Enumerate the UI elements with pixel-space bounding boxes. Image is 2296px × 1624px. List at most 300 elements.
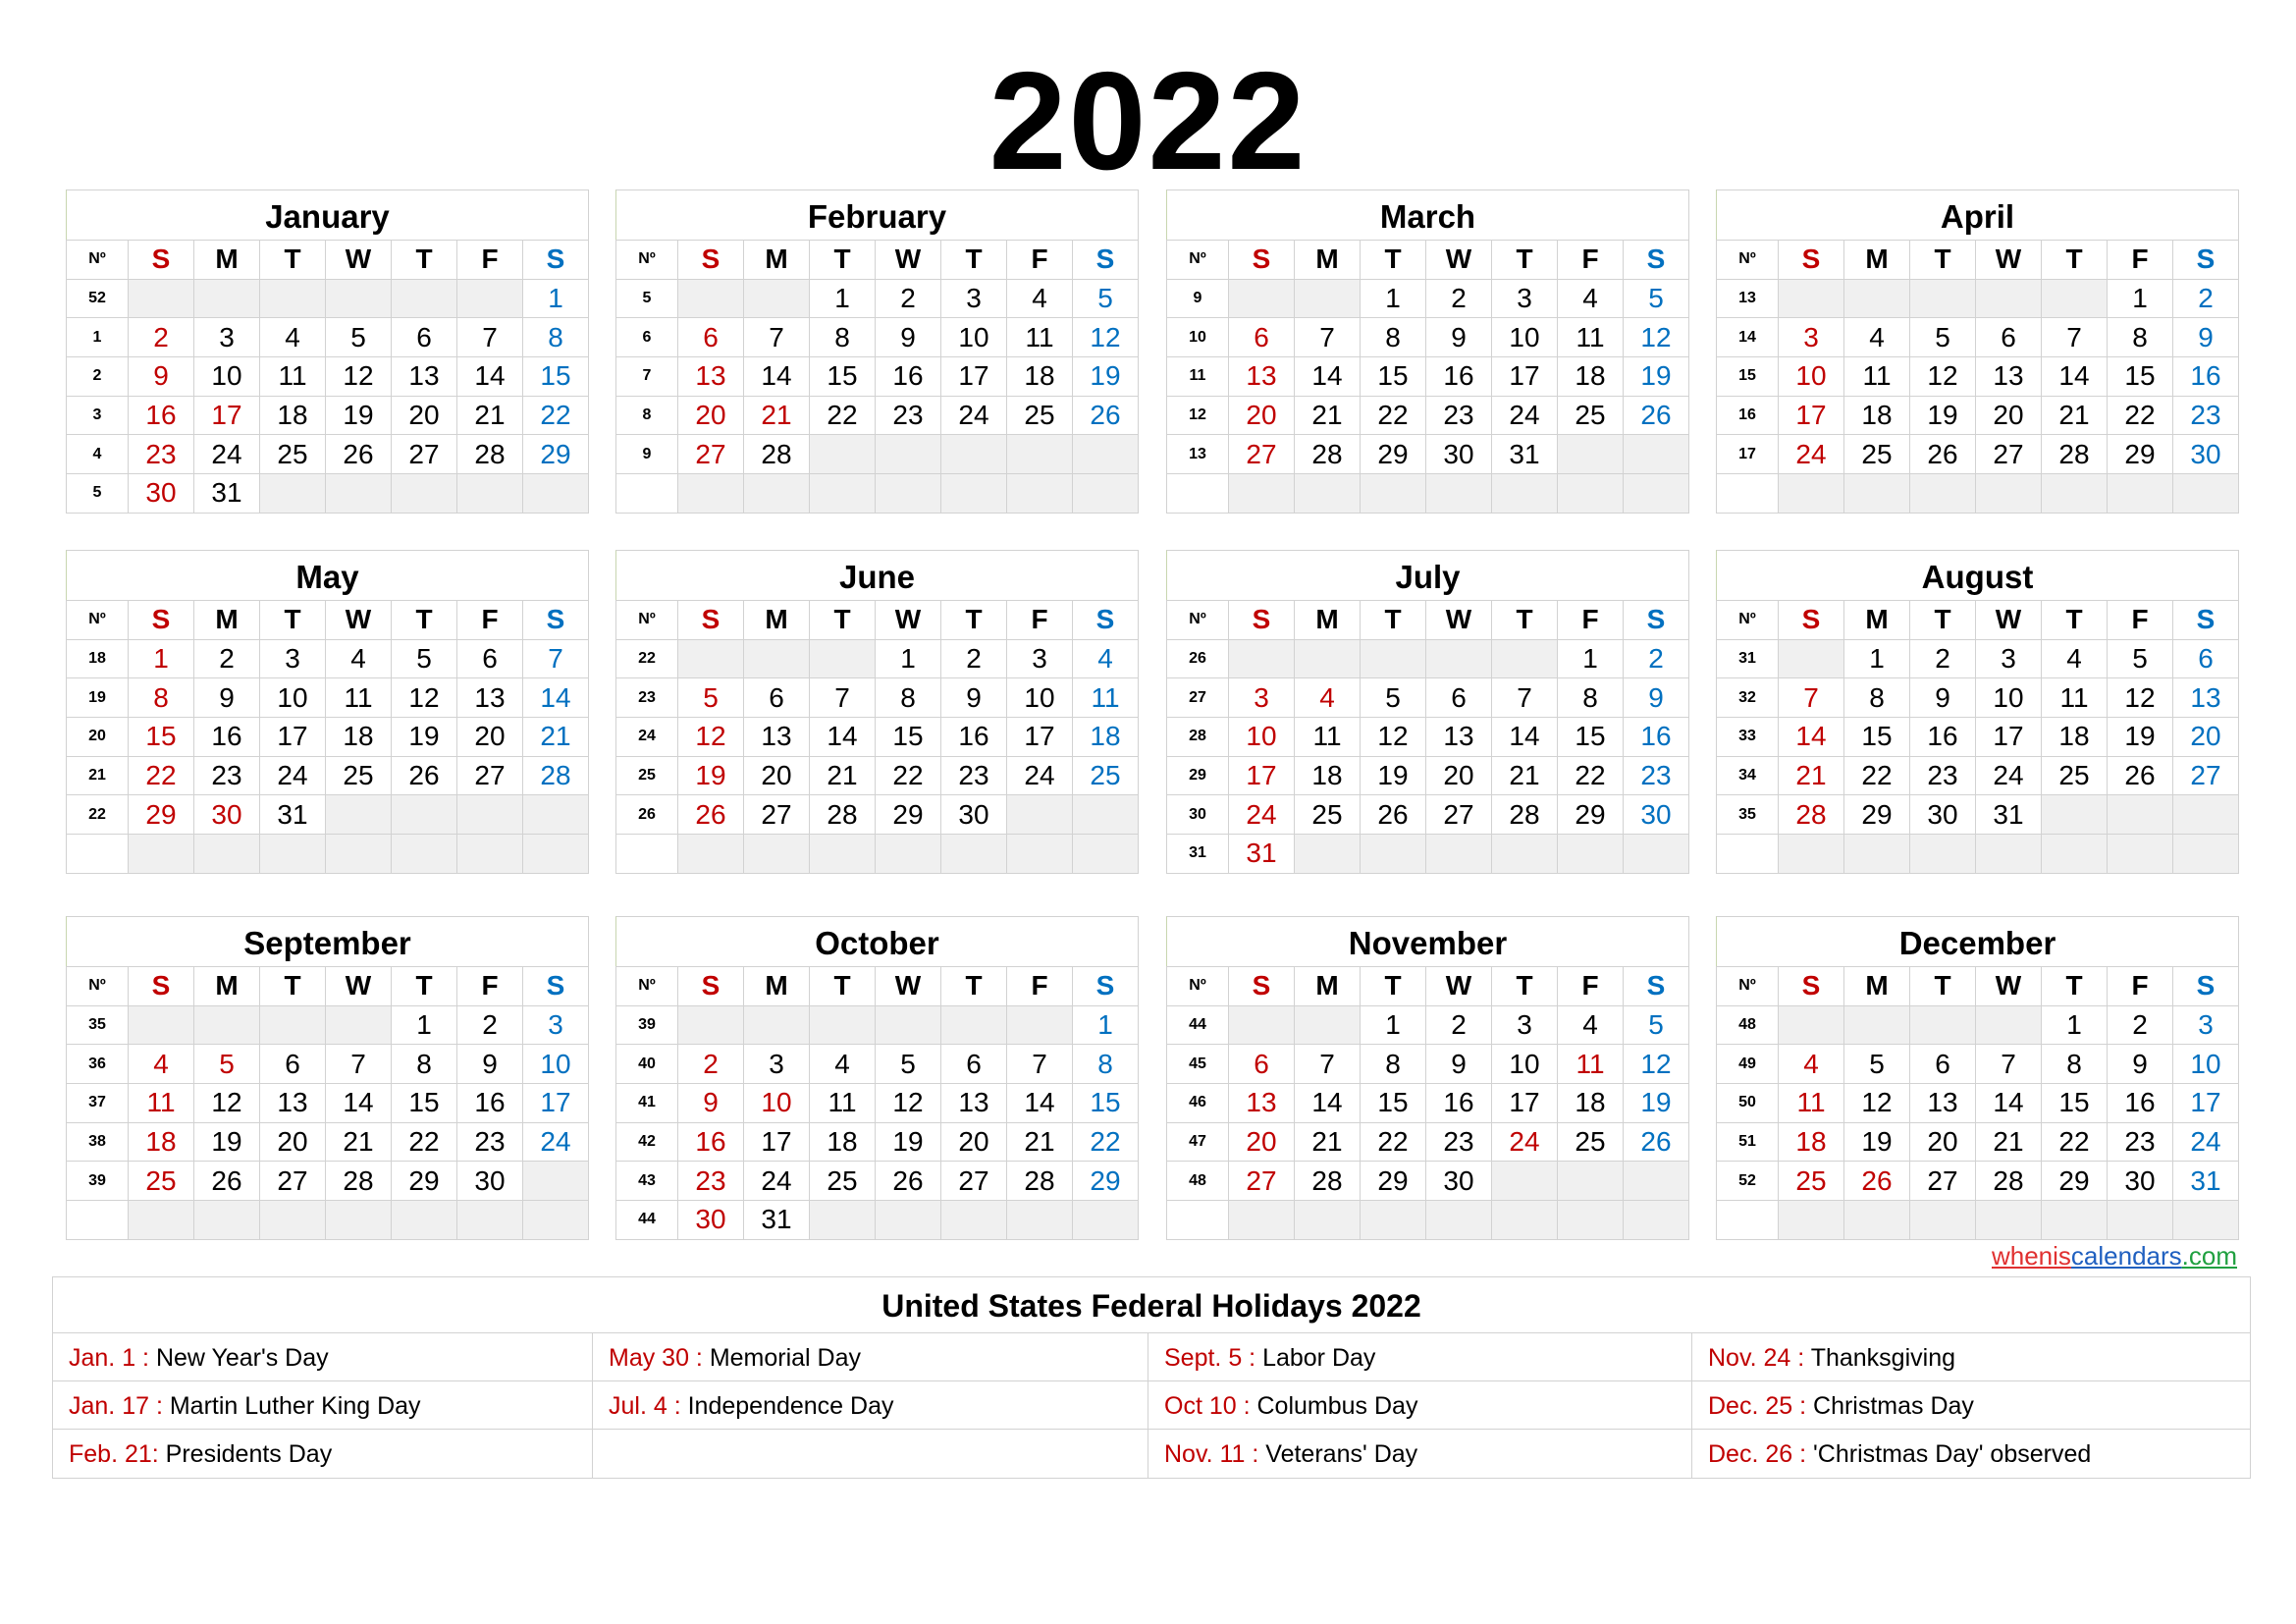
day-cell: 9: [941, 678, 1007, 718]
day-cell: 18: [129, 1122, 194, 1162]
week-row: [67, 318, 589, 357]
day-cell: 16: [1426, 1084, 1492, 1123]
month-grid: [1166, 240, 1689, 514]
day-cell: 16: [194, 718, 260, 757]
weekday-header: T: [1361, 241, 1426, 280]
day-cell: 25: [129, 1162, 194, 1201]
empty-day-cell: [1007, 435, 1073, 474]
day-cell: 24: [1229, 795, 1295, 835]
empty-day-cell: [744, 279, 810, 318]
day-cell: 15: [876, 718, 941, 757]
week-number-header: Nº: [1717, 601, 1779, 640]
empty-day-cell: [678, 639, 744, 678]
week-number: 26: [1167, 639, 1229, 678]
year-title: 2022: [988, 43, 1308, 199]
day-cell: 11: [1073, 678, 1139, 718]
day-cell: 24: [1779, 435, 1844, 474]
day-cell: 27: [744, 795, 810, 835]
day-cell: 30: [2108, 1162, 2173, 1201]
day-cell: 23: [678, 1162, 744, 1201]
day-cell: 10: [1976, 678, 2042, 718]
day-cell: 22: [876, 756, 941, 795]
day-cell: 1: [2108, 279, 2173, 318]
empty-day-cell: [1073, 835, 1139, 874]
day-cell: 28: [1295, 435, 1361, 474]
empty-day-cell: [1007, 1201, 1073, 1240]
week-number: 20: [67, 718, 129, 757]
day-cell: 17: [194, 396, 260, 435]
empty-day-cell: [194, 1201, 260, 1240]
day-cell: 15: [1844, 718, 1910, 757]
week-row: [616, 756, 1139, 795]
month-grid: [1166, 966, 1689, 1240]
day-cell: 3: [523, 1005, 589, 1045]
day-cell: 8: [523, 318, 589, 357]
brand-part-2: calendars: [2070, 1241, 2182, 1271]
week-number-header: Nº: [1717, 967, 1779, 1006]
month-title: August: [1716, 550, 2239, 600]
day-cell: 20: [941, 1122, 1007, 1162]
day-cell: 20: [392, 396, 457, 435]
day-cell: 22: [523, 396, 589, 435]
empty-day-cell: [941, 474, 1007, 514]
week-number-header: Nº: [67, 601, 129, 640]
day-cell: 26: [1844, 1162, 1910, 1201]
day-cell: 23: [2108, 1122, 2173, 1162]
week-number: 8: [616, 396, 678, 435]
holiday-item: [593, 1430, 1148, 1478]
week-number: 34: [1717, 756, 1779, 795]
week-number: 21: [67, 756, 129, 795]
day-cell: 1: [1073, 1005, 1139, 1045]
day-cell: 13: [678, 357, 744, 397]
day-cell: 17: [744, 1122, 810, 1162]
empty-day-cell: [941, 1201, 1007, 1240]
day-cell: 14: [1007, 1084, 1073, 1123]
empty-day-cell: [1361, 474, 1426, 514]
week-row: [1717, 1045, 2239, 1084]
weekday-header: T: [1361, 967, 1426, 1006]
day-cell: 19: [1910, 396, 1976, 435]
empty-day-cell: [129, 1201, 194, 1240]
day-cell: 2: [1426, 1005, 1492, 1045]
week-row: [616, 795, 1139, 835]
day-cell: 23: [876, 396, 941, 435]
day-cell: 26: [2108, 756, 2173, 795]
day-cell: 28: [744, 435, 810, 474]
weekday-header: T: [1910, 241, 1976, 280]
day-cell: 21: [1779, 756, 1844, 795]
day-cell: 19: [1624, 357, 1689, 397]
day-cell: 18: [1558, 1084, 1624, 1123]
empty-day-cell: [392, 474, 457, 514]
day-cell: 10: [523, 1045, 589, 1084]
empty-day-cell: [523, 474, 589, 514]
week-row: [1167, 1122, 1689, 1162]
weekday-header: T: [260, 967, 326, 1006]
day-cell: 14: [1779, 718, 1844, 757]
week-row: [1717, 718, 2239, 757]
weekday-header: T: [941, 967, 1007, 1006]
weekday-header: M: [1844, 967, 1910, 1006]
empty-day-cell: [1229, 639, 1295, 678]
weekday-header: M: [744, 601, 810, 640]
day-cell: 28: [1007, 1162, 1073, 1201]
day-cell: 8: [876, 678, 941, 718]
day-cell: 24: [1492, 396, 1558, 435]
day-cell: 11: [1779, 1084, 1844, 1123]
weekday-header: M: [1844, 601, 1910, 640]
day-cell: 11: [260, 357, 326, 397]
week-row: [67, 435, 589, 474]
day-cell: 25: [260, 435, 326, 474]
week-number: 41: [616, 1084, 678, 1123]
week-number: [616, 474, 678, 514]
week-row: [1167, 1084, 1689, 1123]
week-row: [67, 1162, 589, 1201]
empty-day-cell: [876, 835, 941, 874]
weekday-header: M: [194, 601, 260, 640]
holiday-name: 'Christmas Day' observed: [1806, 1440, 2092, 1468]
week-row: [616, 279, 1139, 318]
empty-day-cell: [392, 279, 457, 318]
day-cell: 8: [1361, 1045, 1426, 1084]
weekday-header: M: [1844, 241, 1910, 280]
week-row: [1717, 357, 2239, 397]
day-cell: 4: [1558, 1005, 1624, 1045]
day-cell: 12: [1624, 1045, 1689, 1084]
day-cell: 15: [2042, 1084, 2108, 1123]
empty-day-cell: [1426, 835, 1492, 874]
day-cell: 21: [810, 756, 876, 795]
day-cell: 15: [1361, 1084, 1426, 1123]
day-cell: 9: [2173, 318, 2239, 357]
week-number: 26: [616, 795, 678, 835]
week-number: 32: [1717, 678, 1779, 718]
empty-day-cell: [392, 835, 457, 874]
month-august: [1716, 550, 2239, 874]
week-number: 43: [616, 1162, 678, 1201]
weekday-header: S: [1229, 601, 1295, 640]
day-cell: 2: [1426, 279, 1492, 318]
month-grid: [1716, 966, 2239, 1240]
weekday-header-row: [67, 241, 589, 280]
holiday-item: [53, 1430, 593, 1478]
week-number: 14: [1717, 318, 1779, 357]
month-title: April: [1716, 189, 2239, 240]
weekday-header: T: [1492, 601, 1558, 640]
month-title: June: [615, 550, 1139, 600]
day-cell: 2: [129, 318, 194, 357]
day-cell: 25: [810, 1162, 876, 1201]
week-number: 16: [1717, 396, 1779, 435]
week-number: 25: [616, 756, 678, 795]
empty-day-cell: [1910, 835, 1976, 874]
weekday-header: F: [1007, 601, 1073, 640]
holiday-name: Columbus Day: [1250, 1392, 1418, 1420]
empty-day-cell: [326, 835, 392, 874]
week-number: 31: [1167, 835, 1229, 874]
empty-day-cell: [1361, 835, 1426, 874]
weekday-header: M: [744, 241, 810, 280]
empty-day-cell: [1492, 1201, 1558, 1240]
empty-day-cell: [392, 1201, 457, 1240]
empty-day-cell: [260, 474, 326, 514]
empty-day-cell: [2173, 835, 2239, 874]
month-june: [615, 550, 1139, 874]
day-cell: 26: [1624, 396, 1689, 435]
week-row: [616, 357, 1139, 397]
week-number: 39: [67, 1162, 129, 1201]
day-cell: 6: [941, 1045, 1007, 1084]
week-number: 35: [67, 1005, 129, 1045]
empty-day-cell: [1976, 1005, 2042, 1045]
weekday-header: W: [1426, 241, 1492, 280]
empty-day-cell: [1624, 1201, 1689, 1240]
day-cell: 28: [810, 795, 876, 835]
empty-day-cell: [1007, 474, 1073, 514]
day-cell: 25: [1844, 435, 1910, 474]
empty-day-cell: [1558, 835, 1624, 874]
holiday-item: [1692, 1333, 2250, 1381]
day-cell: 17: [1976, 718, 2042, 757]
holiday-date: Sept. 5 :: [1164, 1344, 1256, 1372]
week-number: 24: [616, 718, 678, 757]
month-december: [1716, 916, 2239, 1240]
week-number: 52: [67, 279, 129, 318]
week-number: 13: [1717, 279, 1779, 318]
day-cell: 28: [1295, 1162, 1361, 1201]
empty-day-cell: [1558, 474, 1624, 514]
day-cell: 8: [2108, 318, 2173, 357]
day-cell: 23: [457, 1122, 523, 1162]
week-number: 4: [67, 435, 129, 474]
day-cell: 9: [457, 1045, 523, 1084]
week-number: 1: [67, 318, 129, 357]
day-cell: 6: [457, 639, 523, 678]
week-row: [1717, 756, 2239, 795]
weekday-header-row: [616, 967, 1139, 1006]
week-number: 6: [616, 318, 678, 357]
week-number: 48: [1167, 1162, 1229, 1201]
week-number: 38: [67, 1122, 129, 1162]
day-cell: 29: [1073, 1162, 1139, 1201]
week-row: [1717, 474, 2239, 514]
day-cell: 27: [260, 1162, 326, 1201]
day-cell: 30: [457, 1162, 523, 1201]
weekday-header: S: [678, 601, 744, 640]
day-cell: 5: [1624, 279, 1689, 318]
day-cell: 13: [1229, 1084, 1295, 1123]
day-cell: 1: [876, 639, 941, 678]
day-cell: 29: [129, 795, 194, 835]
empty-day-cell: [129, 835, 194, 874]
weekday-header: S: [678, 241, 744, 280]
week-row: [616, 1201, 1139, 1240]
day-cell: 21: [326, 1122, 392, 1162]
holiday-name: Memorial Day: [702, 1344, 862, 1372]
empty-day-cell: [194, 279, 260, 318]
week-number: 52: [1717, 1162, 1779, 1201]
day-cell: 28: [2042, 435, 2108, 474]
day-cell: 23: [1910, 756, 1976, 795]
day-cell: 30: [2173, 435, 2239, 474]
day-cell: 7: [1295, 1045, 1361, 1084]
day-cell: 28: [1976, 1162, 2042, 1201]
week-number-header: Nº: [616, 241, 678, 280]
empty-day-cell: [326, 795, 392, 835]
empty-day-cell: [1229, 279, 1295, 318]
day-cell: 20: [1910, 1122, 1976, 1162]
day-cell: 20: [2173, 718, 2239, 757]
day-cell: 27: [457, 756, 523, 795]
weekday-header: T: [810, 241, 876, 280]
week-number: 31: [1717, 639, 1779, 678]
day-cell: 5: [194, 1045, 260, 1084]
day-cell: 19: [1844, 1122, 1910, 1162]
empty-day-cell: [1426, 639, 1492, 678]
empty-day-cell: [1492, 1162, 1558, 1201]
empty-day-cell: [941, 435, 1007, 474]
holiday-date: Oct 10 :: [1164, 1392, 1251, 1420]
week-number: 12: [1167, 396, 1229, 435]
empty-day-cell: [1624, 1162, 1689, 1201]
day-cell: 10: [1492, 318, 1558, 357]
weekday-header: T: [2042, 241, 2108, 280]
day-cell: 30: [1426, 1162, 1492, 1201]
day-cell: 30: [1624, 795, 1689, 835]
week-row: [1167, 435, 1689, 474]
month-title: October: [615, 916, 1139, 966]
day-cell: 17: [260, 718, 326, 757]
day-cell: 20: [744, 756, 810, 795]
week-number: 33: [1717, 718, 1779, 757]
week-number: 36: [67, 1045, 129, 1084]
week-number-header: Nº: [1167, 601, 1229, 640]
weekday-header: W: [1976, 967, 2042, 1006]
week-number: 23: [616, 678, 678, 718]
day-cell: 22: [810, 396, 876, 435]
day-cell: 21: [1492, 756, 1558, 795]
holiday-name: Independence Day: [680, 1392, 894, 1420]
weekday-header: S: [2173, 601, 2239, 640]
day-cell: 9: [876, 318, 941, 357]
week-number: 9: [1167, 279, 1229, 318]
day-cell: 30: [941, 795, 1007, 835]
day-cell: 25: [1558, 396, 1624, 435]
empty-day-cell: [876, 435, 941, 474]
day-cell: 19: [876, 1122, 941, 1162]
day-cell: 27: [1229, 1162, 1295, 1201]
day-cell: 30: [1426, 435, 1492, 474]
day-cell: 13: [1229, 357, 1295, 397]
day-cell: 12: [392, 678, 457, 718]
day-cell: 21: [523, 718, 589, 757]
empty-day-cell: [1073, 474, 1139, 514]
weekday-header: S: [129, 967, 194, 1006]
weekday-header: S: [1779, 967, 1844, 1006]
week-row: [616, 1045, 1139, 1084]
week-number: 5: [616, 279, 678, 318]
day-cell: 9: [1426, 1045, 1492, 1084]
day-cell: 27: [941, 1162, 1007, 1201]
empty-day-cell: [2042, 835, 2108, 874]
week-number: [1167, 1201, 1229, 1240]
week-number: 19: [67, 678, 129, 718]
weekday-header: T: [941, 241, 1007, 280]
weekday-header: S: [129, 241, 194, 280]
day-cell: 28: [457, 435, 523, 474]
day-cell: 27: [1976, 435, 2042, 474]
day-cell: 22: [1361, 396, 1426, 435]
empty-day-cell: [2173, 1201, 2239, 1240]
weekday-header: T: [2042, 601, 2108, 640]
empty-day-cell: [1295, 639, 1361, 678]
day-cell: 1: [392, 1005, 457, 1045]
day-cell: 2: [457, 1005, 523, 1045]
day-cell: 24: [1976, 756, 2042, 795]
month-title: March: [1166, 189, 1689, 240]
brand-link[interactable]: [1992, 1241, 2237, 1272]
day-cell: 7: [1492, 678, 1558, 718]
weekday-header: S: [1624, 241, 1689, 280]
day-cell: 22: [1558, 756, 1624, 795]
day-cell: 14: [744, 357, 810, 397]
day-cell: 16: [457, 1084, 523, 1123]
empty-day-cell: [1779, 1201, 1844, 1240]
day-cell: 24: [1492, 1122, 1558, 1162]
day-cell: 11: [810, 1084, 876, 1123]
week-row: [67, 1084, 589, 1123]
week-number-header: Nº: [67, 967, 129, 1006]
day-cell: 21: [1295, 396, 1361, 435]
weekday-header: W: [1976, 241, 2042, 280]
weekday-header-row: [1717, 601, 2239, 640]
weekday-header: F: [457, 241, 523, 280]
empty-day-cell: [523, 835, 589, 874]
holiday-name: New Year's Day: [149, 1344, 329, 1372]
month-grid: [615, 966, 1139, 1240]
holiday-item: [593, 1381, 1148, 1430]
empty-day-cell: [1779, 835, 1844, 874]
day-cell: 14: [1295, 357, 1361, 397]
day-cell: 31: [1976, 795, 2042, 835]
weekday-header: W: [876, 601, 941, 640]
day-cell: 30: [678, 1201, 744, 1240]
day-cell: 10: [1007, 678, 1073, 718]
day-cell: 2: [194, 639, 260, 678]
day-cell: 15: [2108, 357, 2173, 397]
weekday-header: F: [1558, 241, 1624, 280]
day-cell: 14: [2042, 357, 2108, 397]
day-cell: 25: [1073, 756, 1139, 795]
day-cell: 23: [1624, 756, 1689, 795]
day-cell: 3: [1492, 1005, 1558, 1045]
weekday-header: T: [260, 601, 326, 640]
day-cell: 4: [1779, 1045, 1844, 1084]
weekday-header: F: [2108, 967, 2173, 1006]
day-cell: 2: [2108, 1005, 2173, 1045]
month-january: [66, 189, 589, 514]
week-row: [1167, 1162, 1689, 1201]
empty-day-cell: [326, 1201, 392, 1240]
weekday-header: F: [457, 601, 523, 640]
weekday-header: F: [1007, 967, 1073, 1006]
weekday-header: S: [1229, 241, 1295, 280]
day-cell: 3: [1007, 639, 1073, 678]
week-row: [67, 357, 589, 397]
weekday-header: S: [523, 241, 589, 280]
